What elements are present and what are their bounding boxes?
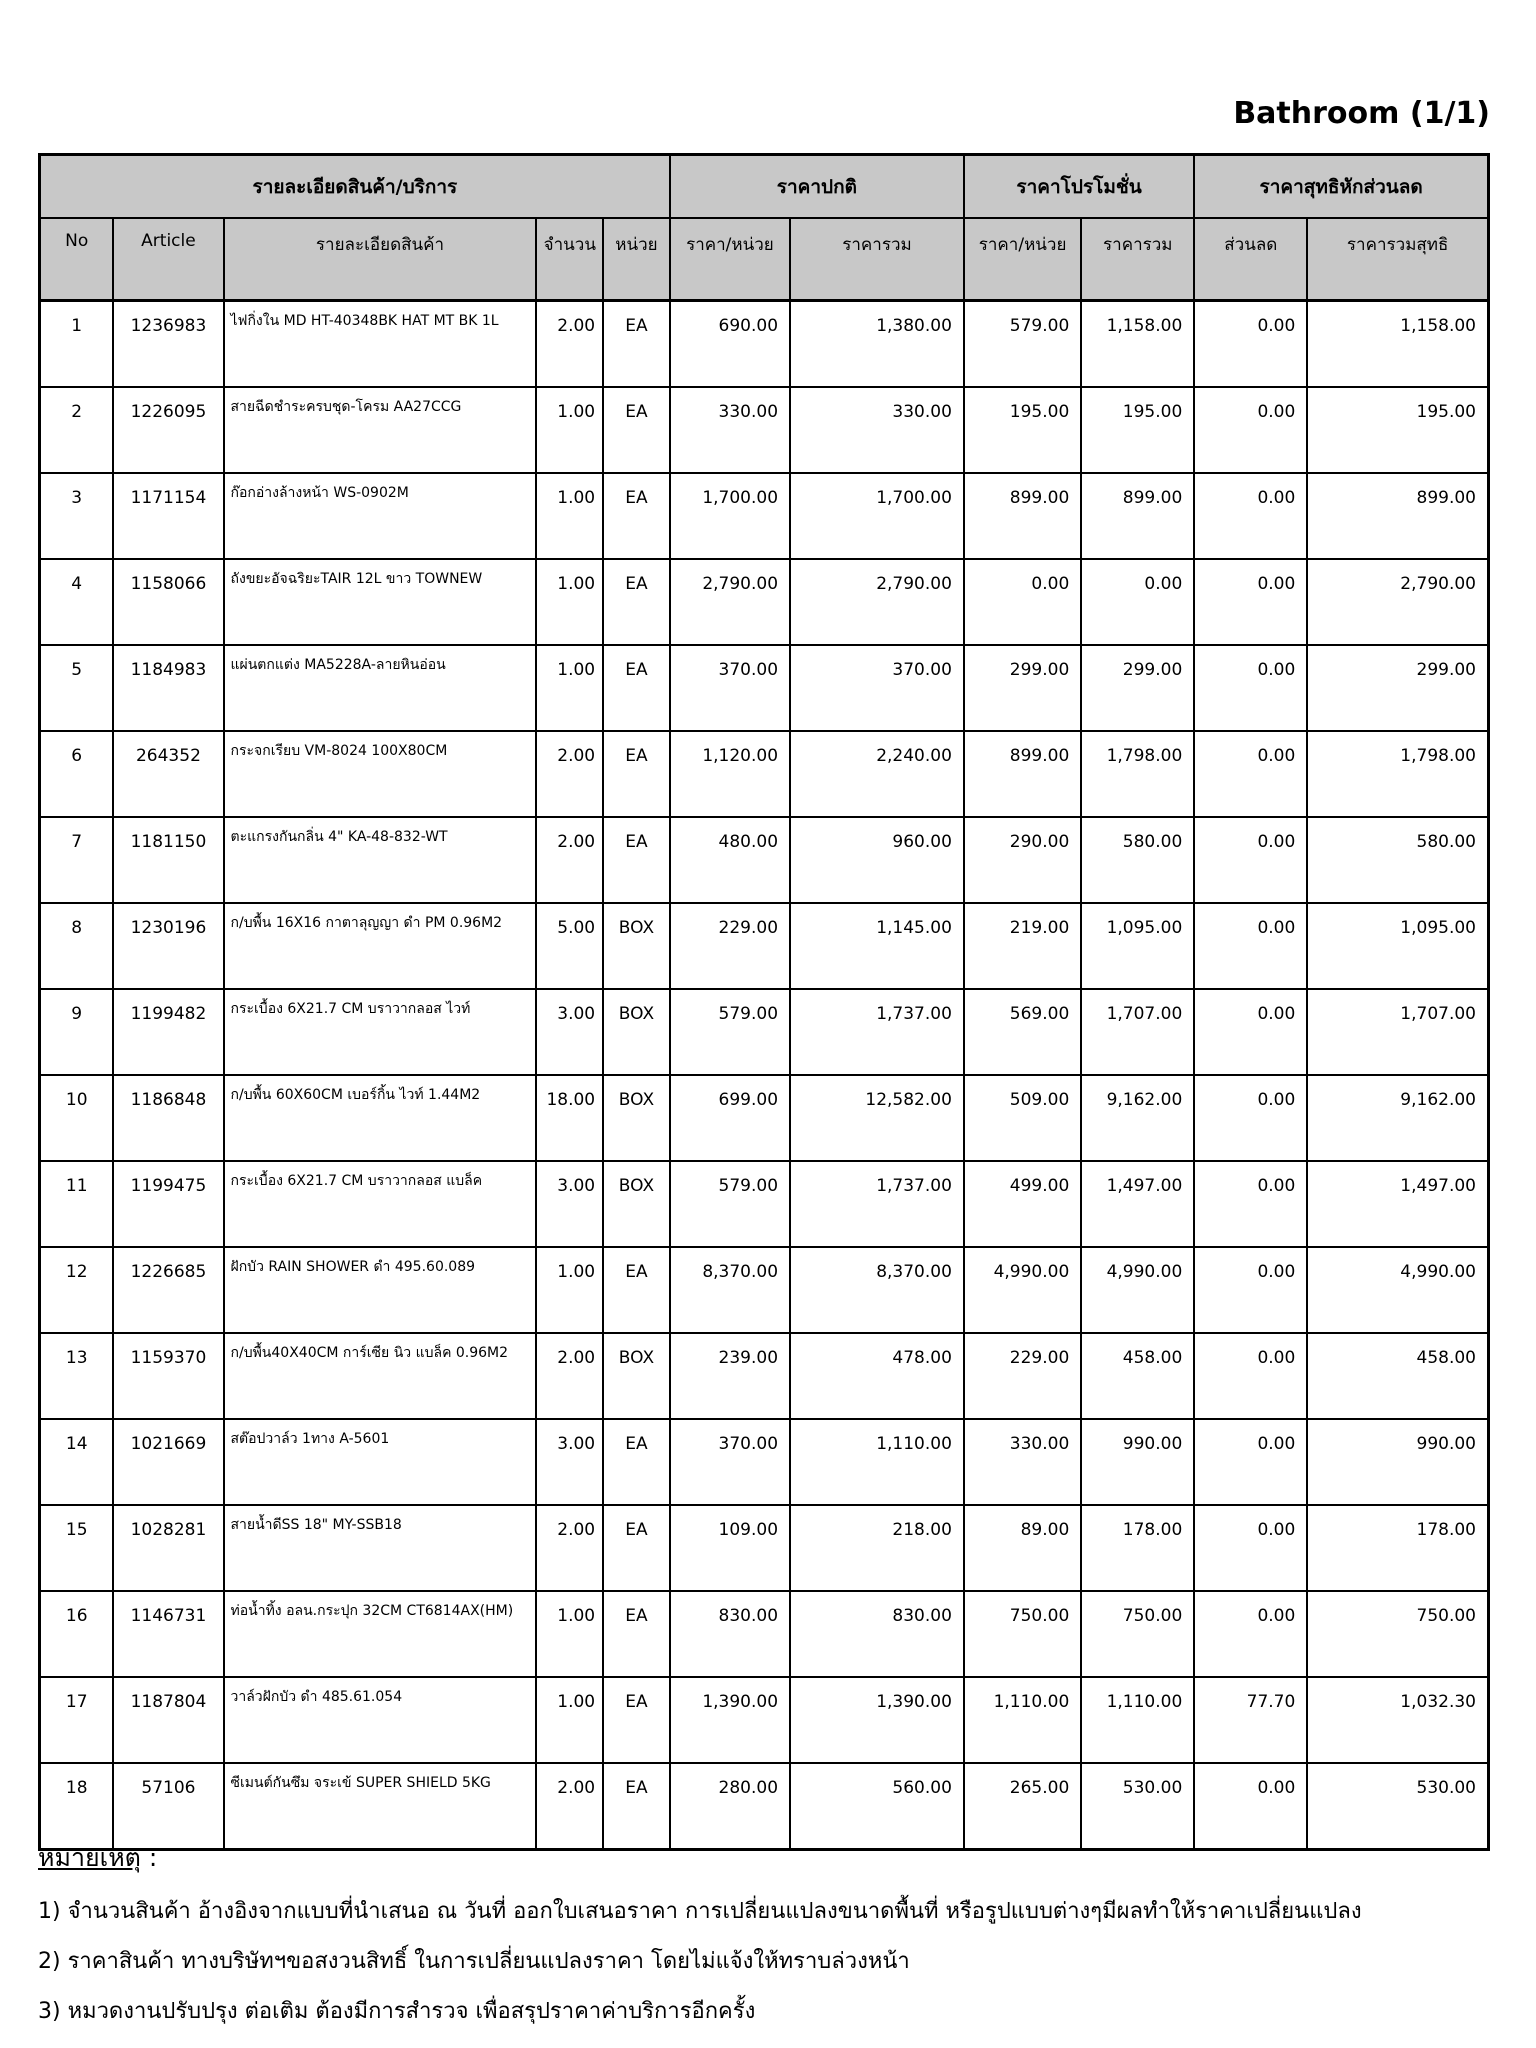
cell-qty: 2.00 bbox=[536, 1333, 603, 1419]
cell-promo_unit_price: 1,110.00 bbox=[964, 1677, 1081, 1763]
cell-qty: 3.00 bbox=[536, 989, 603, 1075]
column-header-net_total: ราคารวมสุทธิ bbox=[1307, 218, 1488, 301]
cell-description: ก/บพื้น 16X16 กาตาลุญญา ดำ PM 0.96M2 bbox=[224, 903, 537, 989]
table-row bbox=[40, 1333, 1489, 1419]
table-row bbox=[40, 473, 1489, 559]
cell-promo_unit_price: 290.00 bbox=[964, 817, 1081, 903]
cell-normal_unit_price: 239.00 bbox=[670, 1333, 790, 1419]
cell-net_total: 1,798.00 bbox=[1307, 731, 1488, 817]
cell-qty: 2.00 bbox=[536, 731, 603, 817]
cell-unit: EA bbox=[603, 731, 670, 817]
cell-discount: 0.00 bbox=[1194, 817, 1307, 903]
cell-normal_unit_price: 330.00 bbox=[670, 387, 790, 473]
cell-unit: EA bbox=[603, 473, 670, 559]
cell-article: 1186848 bbox=[113, 1075, 223, 1161]
cell-article: 1181150 bbox=[113, 817, 223, 903]
cell-article: 1187804 bbox=[113, 1677, 223, 1763]
cell-normal_unit_price: 370.00 bbox=[670, 645, 790, 731]
cell-unit: BOX bbox=[603, 903, 670, 989]
cell-qty: 2.00 bbox=[536, 301, 603, 388]
cell-normal_unit_price: 1,700.00 bbox=[670, 473, 790, 559]
table-row bbox=[40, 1677, 1489, 1763]
cell-unit: EA bbox=[603, 645, 670, 731]
cell-qty: 1.00 bbox=[536, 559, 603, 645]
cell-no: 1 bbox=[40, 301, 114, 388]
notes-title bbox=[38, 1838, 1498, 1878]
cell-promo_unit_price: 219.00 bbox=[964, 903, 1081, 989]
cell-no: 13 bbox=[40, 1333, 114, 1419]
group-header-3: ราคาสุทธิหักส่วนลด bbox=[1194, 155, 1488, 219]
note-line-3: 3) หมวดงานปรับปรุง ต่อเติม ต้องมีการสำรวจ เพื่อสรุปราคาค่าบริการอีกครั้ง bbox=[38, 1999, 756, 2024]
cell-promo_total: 458.00 bbox=[1081, 1333, 1194, 1419]
table-row bbox=[40, 817, 1489, 903]
cell-normal_unit_price: 280.00 bbox=[670, 1763, 790, 1850]
table-row bbox=[40, 1591, 1489, 1677]
cell-promo_unit_price: 899.00 bbox=[964, 473, 1081, 559]
cell-normal_total: 1,700.00 bbox=[790, 473, 964, 559]
table-body bbox=[40, 301, 1489, 1850]
cell-no: 8 bbox=[40, 903, 114, 989]
cell-normal_total: 1,737.00 bbox=[790, 1161, 964, 1247]
cell-promo_total: 990.00 bbox=[1081, 1419, 1194, 1505]
cell-promo_unit_price: 579.00 bbox=[964, 301, 1081, 388]
cell-no: 6 bbox=[40, 731, 114, 817]
cell-unit: EA bbox=[603, 1763, 670, 1850]
cell-normal_unit_price: 830.00 bbox=[670, 1591, 790, 1677]
column-header-qty: จำนวน bbox=[536, 218, 603, 301]
cell-description: ก๊อกอ่างล้างหน้า WS-0902M bbox=[224, 473, 537, 559]
cell-net_total: 899.00 bbox=[1307, 473, 1488, 559]
cell-unit: EA bbox=[603, 1247, 670, 1333]
cell-description: แผ่นตกแต่ง MA5228A-ลายหินอ่อน bbox=[224, 645, 537, 731]
group-header-1: ราคาปกติ bbox=[670, 155, 964, 219]
cell-qty: 1.00 bbox=[536, 645, 603, 731]
cell-normal_unit_price: 370.00 bbox=[670, 1419, 790, 1505]
cell-description: สต๊อปวาล์ว 1ทาง A-5601 bbox=[224, 1419, 537, 1505]
cell-description: กระเบื้อง 6X21.7 CM บราวากลอส ไวท์ bbox=[224, 989, 537, 1075]
notes-lines bbox=[38, 1893, 1498, 2028]
cell-description: ฝักบัว RAIN SHOWER ดำ 495.60.089 bbox=[224, 1247, 537, 1333]
cell-unit: EA bbox=[603, 817, 670, 903]
cell-net_total: 530.00 bbox=[1307, 1763, 1488, 1850]
cell-article: 1199475 bbox=[113, 1161, 223, 1247]
cell-no: 3 bbox=[40, 473, 114, 559]
cell-promo_unit_price: 229.00 bbox=[964, 1333, 1081, 1419]
cell-discount: 0.00 bbox=[1194, 1763, 1307, 1850]
cell-normal_unit_price: 8,370.00 bbox=[670, 1247, 790, 1333]
cell-discount: 0.00 bbox=[1194, 1247, 1307, 1333]
cell-promo_total: 178.00 bbox=[1081, 1505, 1194, 1591]
cell-normal_unit_price: 690.00 bbox=[670, 301, 790, 388]
page-title-text: Bathroom bbox=[1233, 96, 1400, 131]
table-row bbox=[40, 645, 1489, 731]
cell-article: 1230196 bbox=[113, 903, 223, 989]
cell-no: 11 bbox=[40, 1161, 114, 1247]
cell-no: 14 bbox=[40, 1419, 114, 1505]
table-row bbox=[40, 559, 1489, 645]
cell-normal_total: 370.00 bbox=[790, 645, 964, 731]
cell-discount: 0.00 bbox=[1194, 1419, 1307, 1505]
cell-unit: EA bbox=[603, 301, 670, 388]
cell-article: 1028281 bbox=[113, 1505, 223, 1591]
cell-no: 5 bbox=[40, 645, 114, 731]
cell-discount: 0.00 bbox=[1194, 731, 1307, 817]
table-row bbox=[40, 1763, 1489, 1850]
cell-description: ถังขยะอัจฉริยะTAIR 12L ขาว TOWNEW bbox=[224, 559, 537, 645]
cell-discount: 0.00 bbox=[1194, 473, 1307, 559]
cell-description: ก/บพื้น40X40CM การ์เซีย นิว แบล็ค 0.96M2 bbox=[224, 1333, 537, 1419]
notes-title-text: หมายเหตุ bbox=[38, 1843, 141, 1872]
cell-net_total: 458.00 bbox=[1307, 1333, 1488, 1419]
cell-qty: 1.00 bbox=[536, 387, 603, 473]
cell-unit: BOX bbox=[603, 989, 670, 1075]
note-line-1: 1) จำนวนสินค้า อ้างอิงจากแบบที่นำเสนอ ณ วันที่ ออกใบเสนอราคา การเปลี่ยนแปลงขนาดพื้นที่ หรือรูปแบบต่างๆมีผลทำให้ราคาเปลี่ยนแปลง bbox=[38, 1899, 1362, 1924]
cell-promo_unit_price: 750.00 bbox=[964, 1591, 1081, 1677]
cell-normal_unit_price: 579.00 bbox=[670, 1161, 790, 1247]
group-header-0: รายละเอียดสินค้า/บริการ bbox=[40, 155, 670, 219]
cell-net_total: 1,707.00 bbox=[1307, 989, 1488, 1075]
cell-no: 7 bbox=[40, 817, 114, 903]
cell-normal_total: 830.00 bbox=[790, 1591, 964, 1677]
cell-qty: 2.00 bbox=[536, 817, 603, 903]
cell-net_total: 1,095.00 bbox=[1307, 903, 1488, 989]
cell-promo_total: 195.00 bbox=[1081, 387, 1194, 473]
table-row bbox=[40, 1075, 1489, 1161]
cell-normal_total: 1,145.00 bbox=[790, 903, 964, 989]
cell-promo_total: 4,990.00 bbox=[1081, 1247, 1194, 1333]
cell-normal_total: 1,390.00 bbox=[790, 1677, 964, 1763]
cell-promo_total: 0.00 bbox=[1081, 559, 1194, 645]
cell-normal_unit_price: 109.00 bbox=[670, 1505, 790, 1591]
cell-qty: 1.00 bbox=[536, 473, 603, 559]
cell-description: กระจกเรียบ VM-8024 100X80CM bbox=[224, 731, 537, 817]
cell-normal_total: 2,790.00 bbox=[790, 559, 964, 645]
cell-promo_unit_price: 195.00 bbox=[964, 387, 1081, 473]
column-header-discount: ส่วนลด bbox=[1194, 218, 1307, 301]
table-row bbox=[40, 731, 1489, 817]
cell-promo_unit_price: 330.00 bbox=[964, 1419, 1081, 1505]
table-row bbox=[40, 903, 1489, 989]
cell-net_total: 299.00 bbox=[1307, 645, 1488, 731]
cell-net_total: 1,032.30 bbox=[1307, 1677, 1488, 1763]
cell-discount: 0.00 bbox=[1194, 1075, 1307, 1161]
cell-discount: 0.00 bbox=[1194, 1591, 1307, 1677]
cell-discount: 0.00 bbox=[1194, 1161, 1307, 1247]
cell-article: 1226685 bbox=[113, 1247, 223, 1333]
cell-normal_total: 960.00 bbox=[790, 817, 964, 903]
cell-qty: 1.00 bbox=[536, 1247, 603, 1333]
cell-discount: 0.00 bbox=[1194, 1333, 1307, 1419]
cell-description: กระเบื้อง 6X21.7 CM บราวากลอส แบล็ค bbox=[224, 1161, 537, 1247]
cell-qty: 1.00 bbox=[536, 1591, 603, 1677]
cell-discount: 0.00 bbox=[1194, 903, 1307, 989]
cell-description: สายน้ำดีSS 18" MY-SSB18 bbox=[224, 1505, 537, 1591]
cell-normal_total: 1,380.00 bbox=[790, 301, 964, 388]
cell-net_total: 9,162.00 bbox=[1307, 1075, 1488, 1161]
cell-promo_unit_price: 299.00 bbox=[964, 645, 1081, 731]
cell-unit: BOX bbox=[603, 1333, 670, 1419]
cell-qty: 3.00 bbox=[536, 1419, 603, 1505]
cell-no: 15 bbox=[40, 1505, 114, 1591]
column-header-normal_total: ราคารวม bbox=[790, 218, 964, 301]
cell-net_total: 750.00 bbox=[1307, 1591, 1488, 1677]
cell-promo_unit_price: 509.00 bbox=[964, 1075, 1081, 1161]
cell-net_total: 178.00 bbox=[1307, 1505, 1488, 1591]
cell-discount: 0.00 bbox=[1194, 1505, 1307, 1591]
cell-promo_total: 1,798.00 bbox=[1081, 731, 1194, 817]
cell-unit: EA bbox=[603, 387, 670, 473]
cell-promo_total: 1,095.00 bbox=[1081, 903, 1194, 989]
cell-qty: 2.00 bbox=[536, 1763, 603, 1850]
cell-no: 18 bbox=[40, 1763, 114, 1850]
cell-discount: 77.70 bbox=[1194, 1677, 1307, 1763]
table-row bbox=[40, 1505, 1489, 1591]
cell-unit: EA bbox=[603, 1505, 670, 1591]
cell-promo_total: 1,158.00 bbox=[1081, 301, 1194, 388]
cell-promo_unit_price: 0.00 bbox=[964, 559, 1081, 645]
cell-promo_total: 299.00 bbox=[1081, 645, 1194, 731]
group-header-2: ราคาโปรโมชั่น bbox=[964, 155, 1194, 219]
table-row bbox=[40, 1247, 1489, 1333]
cell-promo_total: 580.00 bbox=[1081, 817, 1194, 903]
cell-normal_unit_price: 2,790.00 bbox=[670, 559, 790, 645]
cell-unit: BOX bbox=[603, 1075, 670, 1161]
cell-normal_total: 1,737.00 bbox=[790, 989, 964, 1075]
cell-description: ตะแกรงกันกลิ่น 4" KA-48-832-WT bbox=[224, 817, 537, 903]
cell-discount: 0.00 bbox=[1194, 989, 1307, 1075]
cell-net_total: 2,790.00 bbox=[1307, 559, 1488, 645]
cell-promo_total: 530.00 bbox=[1081, 1763, 1194, 1850]
cell-promo_total: 1,497.00 bbox=[1081, 1161, 1194, 1247]
cell-normal_unit_price: 480.00 bbox=[670, 817, 790, 903]
cell-article: 264352 bbox=[113, 731, 223, 817]
table-row bbox=[40, 1161, 1489, 1247]
cell-no: 12 bbox=[40, 1247, 114, 1333]
cell-net_total: 1,497.00 bbox=[1307, 1161, 1488, 1247]
cell-normal_total: 478.00 bbox=[790, 1333, 964, 1419]
cell-article: 1021669 bbox=[113, 1419, 223, 1505]
cell-normal_unit_price: 1,120.00 bbox=[670, 731, 790, 817]
cell-promo_unit_price: 569.00 bbox=[964, 989, 1081, 1075]
cell-normal_total: 560.00 bbox=[790, 1763, 964, 1850]
cell-promo_unit_price: 499.00 bbox=[964, 1161, 1081, 1247]
cell-normal_total: 2,240.00 bbox=[790, 731, 964, 817]
cell-promo_total: 899.00 bbox=[1081, 473, 1194, 559]
cell-qty: 2.00 bbox=[536, 1505, 603, 1591]
cell-description: ก/บพื้น 60X60CM เบอร์กิ้น ไวท์ 1.44M2 bbox=[224, 1075, 537, 1161]
cell-promo_unit_price: 265.00 bbox=[964, 1763, 1081, 1850]
cell-promo_unit_price: 899.00 bbox=[964, 731, 1081, 817]
cell-qty: 1.00 bbox=[536, 1677, 603, 1763]
column-header-no: No bbox=[40, 218, 114, 301]
cell-article: 1199482 bbox=[113, 989, 223, 1075]
cell-no: 10 bbox=[40, 1075, 114, 1161]
cell-normal_unit_price: 1,390.00 bbox=[670, 1677, 790, 1763]
cell-promo_total: 9,162.00 bbox=[1081, 1075, 1194, 1161]
cell-promo_unit_price: 89.00 bbox=[964, 1505, 1081, 1591]
cell-normal_total: 330.00 bbox=[790, 387, 964, 473]
cell-no: 16 bbox=[40, 1591, 114, 1677]
cell-net_total: 1,158.00 bbox=[1307, 301, 1488, 388]
cell-unit: EA bbox=[603, 559, 670, 645]
cell-unit: EA bbox=[603, 1591, 670, 1677]
column-header-normal_unit_price: ราคา/หน่วย bbox=[670, 218, 790, 301]
note-line-2: 2) ราคาสินค้า ทางบริษัทฯขอสงวนสิทธิ์ ในการเปลี่ยนแปลงราคา โดยไม่แจ้งให้ทราบล่วงหน้า bbox=[38, 1949, 910, 1974]
cell-article: 1184983 bbox=[113, 645, 223, 731]
cell-normal_total: 218.00 bbox=[790, 1505, 964, 1591]
cell-net_total: 195.00 bbox=[1307, 387, 1488, 473]
cell-promo_total: 1,707.00 bbox=[1081, 989, 1194, 1075]
cell-net_total: 580.00 bbox=[1307, 817, 1488, 903]
cell-article: 1146731 bbox=[113, 1591, 223, 1677]
cell-qty: 5.00 bbox=[536, 903, 603, 989]
cell-promo_total: 750.00 bbox=[1081, 1591, 1194, 1677]
column-header-description: รายละเอียดสินค้า bbox=[224, 218, 537, 301]
cell-promo_total: 1,110.00 bbox=[1081, 1677, 1194, 1763]
cell-normal_total: 8,370.00 bbox=[790, 1247, 964, 1333]
cell-net_total: 990.00 bbox=[1307, 1419, 1488, 1505]
cell-article: 1171154 bbox=[113, 473, 223, 559]
page-title bbox=[1233, 96, 1490, 131]
cell-unit: EA bbox=[603, 1419, 670, 1505]
cell-description: สายฉีดชำระครบชุด-โครม AA27CCG bbox=[224, 387, 537, 473]
cell-article: 1236983 bbox=[113, 301, 223, 388]
page-indicator: (1/1) bbox=[1409, 96, 1490, 131]
cell-no: 17 bbox=[40, 1677, 114, 1763]
cell-unit: BOX bbox=[603, 1161, 670, 1247]
table-header bbox=[40, 155, 1489, 301]
column-header-promo_total: ราคารวม bbox=[1081, 218, 1194, 301]
cell-description: วาล์วฝักบัว ดำ 485.61.054 bbox=[224, 1677, 537, 1763]
table-row bbox=[40, 301, 1489, 388]
cell-normal_unit_price: 229.00 bbox=[670, 903, 790, 989]
table-row bbox=[40, 1419, 1489, 1505]
cell-normal_total: 1,110.00 bbox=[790, 1419, 964, 1505]
column-header-unit: หน่วย bbox=[603, 218, 670, 301]
cell-normal_total: 12,582.00 bbox=[790, 1075, 964, 1161]
cell-no: 4 bbox=[40, 559, 114, 645]
cell-promo_unit_price: 4,990.00 bbox=[964, 1247, 1081, 1333]
cell-discount: 0.00 bbox=[1194, 387, 1307, 473]
cell-net_total: 4,990.00 bbox=[1307, 1247, 1488, 1333]
cell-article: 1158066 bbox=[113, 559, 223, 645]
cell-no: 2 bbox=[40, 387, 114, 473]
column-header-article: Article bbox=[113, 218, 223, 301]
cell-qty: 18.00 bbox=[536, 1075, 603, 1161]
notes-title-colon: : bbox=[140, 1843, 158, 1872]
cell-description: ไฟกิ่งใน MD HT-40348BK HAT MT BK 1L bbox=[224, 301, 537, 388]
cell-qty: 3.00 bbox=[536, 1161, 603, 1247]
cell-discount: 0.00 bbox=[1194, 301, 1307, 388]
cell-article: 57106 bbox=[113, 1763, 223, 1850]
quotation-table bbox=[38, 153, 1490, 1851]
table-row bbox=[40, 387, 1489, 473]
cell-normal_unit_price: 699.00 bbox=[670, 1075, 790, 1161]
cell-unit: EA bbox=[603, 1677, 670, 1763]
cell-description: ซีเมนต์กันซึม จระเข้ SUPER SHIELD 5KG bbox=[224, 1763, 537, 1850]
cell-normal_unit_price: 579.00 bbox=[670, 989, 790, 1075]
table-row bbox=[40, 989, 1489, 1075]
cell-article: 1226095 bbox=[113, 387, 223, 473]
notes-section bbox=[38, 1838, 1498, 2028]
cell-description: ท่อน้ำทิ้ง อลน.กระปุก 32CM CT6814AX(HM) bbox=[224, 1591, 537, 1677]
cell-discount: 0.00 bbox=[1194, 559, 1307, 645]
column-header-promo_unit_price: ราคา/หน่วย bbox=[964, 218, 1081, 301]
cell-article: 1159370 bbox=[113, 1333, 223, 1419]
cell-no: 9 bbox=[40, 989, 114, 1075]
cell-discount: 0.00 bbox=[1194, 645, 1307, 731]
